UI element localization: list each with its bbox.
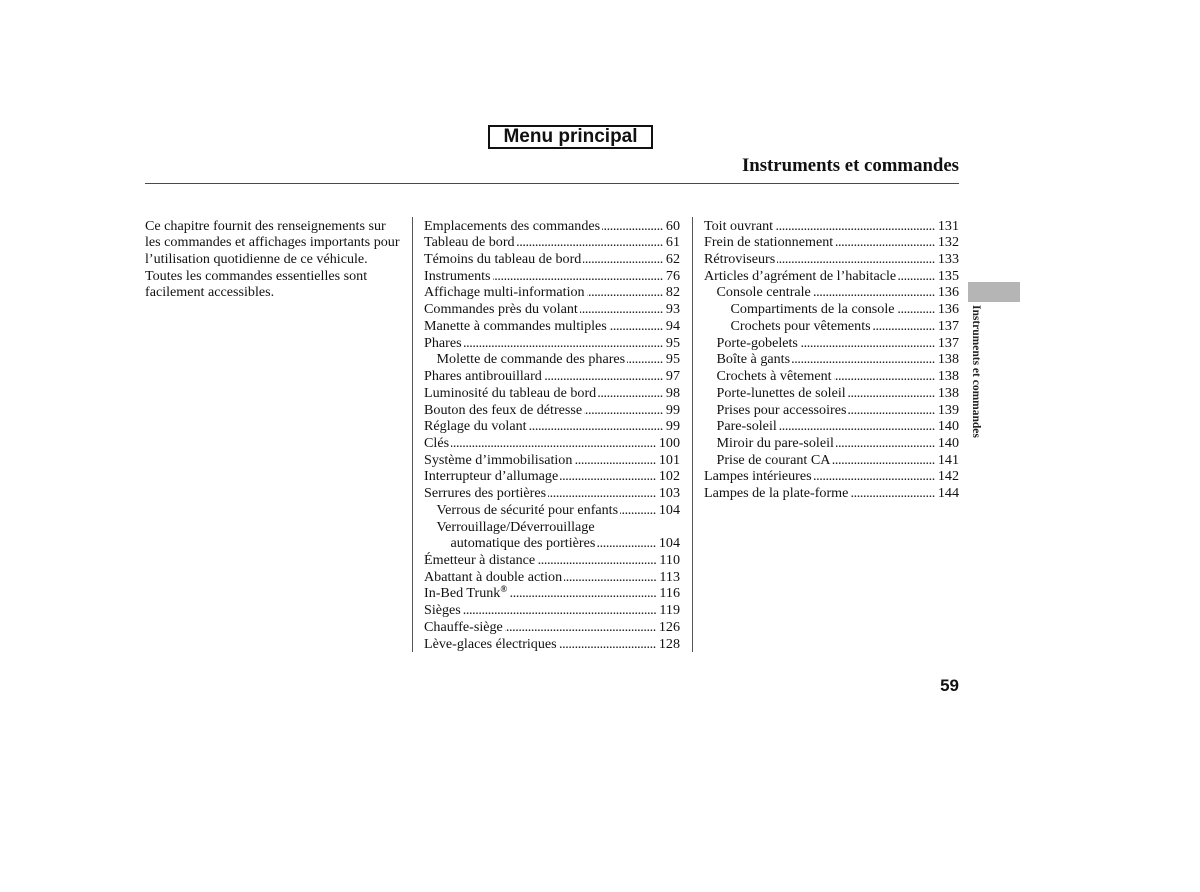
toc-entry-page: 142 (937, 468, 959, 485)
toc-entry-label: Lève-glaces électriques (424, 635, 557, 652)
toc-entry-page: 110 (659, 551, 680, 568)
toc-entry[interactable] (424, 502, 680, 519)
toc-entry-page: 138 (937, 384, 959, 401)
toc-entry-page: 104 (658, 501, 680, 518)
toc-entry-page: 140 (937, 434, 959, 451)
toc-dot-leader (609, 318, 663, 335)
toc-entry-page: 76 (665, 267, 680, 284)
toc-entry[interactable] (424, 218, 680, 235)
toc-entry-page: 102 (658, 468, 680, 485)
toc-entry-page: 100 (658, 434, 680, 451)
toc-entry-label: Réglage du volant (424, 418, 527, 435)
toc-entry-page: 139 (937, 401, 959, 418)
toc-entry[interactable] (704, 301, 959, 318)
toc-entry-label: Porte-lunettes de soleil (716, 384, 846, 401)
toc-entry-label: Affichage multi-information (424, 284, 585, 301)
toc-dot-leader (792, 351, 935, 368)
toc-entry-page: 135 (937, 267, 959, 284)
toc-entry[interactable] (424, 585, 680, 602)
toc-entry[interactable] (424, 452, 680, 469)
toc-entry-page: 141 (937, 451, 959, 468)
toc-entry[interactable] (704, 234, 959, 251)
toc-dot-leader (832, 452, 934, 469)
toc-entry[interactable] (424, 619, 680, 636)
toc-dot-leader (836, 435, 935, 452)
toc-dot-leader (493, 268, 663, 285)
toc-entry-label: Lampes de la plate-forme (704, 485, 849, 502)
toc-entry[interactable] (704, 351, 959, 368)
toc-dot-leader (548, 485, 656, 502)
toc-entry-label: Phares antibrouillard (424, 368, 542, 385)
toc-entry-page: 104 (658, 535, 680, 552)
toc-entry[interactable] (424, 318, 680, 335)
toc-dot-leader (529, 418, 663, 435)
toc-entry[interactable] (704, 218, 959, 235)
toc-entry-label: Phares (424, 334, 462, 351)
toc-entry-page: 94 (665, 317, 680, 334)
intro-line: Toutes les commandes essentielles sont (145, 267, 368, 284)
toc-entry-page: 98 (665, 384, 680, 401)
toc-entry-label: Clés (424, 434, 450, 451)
toc-entry[interactable] (704, 402, 959, 419)
toc-entry-label: Compartiments de la console (730, 301, 895, 318)
toc-entry-page: 99 (665, 401, 680, 418)
toc-entry[interactable] (704, 268, 959, 285)
toc-dot-leader (602, 218, 663, 235)
toc-entry-page: 95 (665, 351, 680, 368)
section-thumb-label: Instruments et commandes (970, 305, 982, 438)
toc-entry-label: Émetteur à distance (424, 551, 536, 568)
registered-mark: ® (500, 584, 508, 595)
toc-entry-page: 93 (665, 301, 680, 318)
toc-dot-leader (897, 301, 935, 318)
toc-column-right (704, 218, 959, 502)
toc-entry-label: Prise de courant CA (716, 451, 831, 468)
toc-entry-page: 126 (658, 618, 680, 635)
toc-dot-leader (537, 552, 656, 569)
toc-entry-label: Verrous de sécurité pour enfants (436, 501, 619, 518)
toc-entry-label: Manette à commandes multiples (424, 317, 607, 334)
toc-entry-label: In-Bed Trunk® (424, 584, 508, 602)
toc-dot-leader (517, 234, 663, 251)
toc-dot-leader (560, 468, 656, 485)
intro-line: Ce chapitre fournit des renseignements sur (145, 217, 386, 234)
header-rule (145, 183, 959, 184)
toc-dot-leader (598, 385, 663, 402)
toc-dot-leader (559, 636, 656, 653)
toc-dot-leader (898, 268, 935, 285)
section-title: Instruments et commandes (741, 155, 959, 176)
toc-dot-leader (584, 402, 663, 419)
toc-entry[interactable] (424, 569, 680, 586)
toc-entry-label: Pare-soleil (716, 418, 777, 435)
toc-entry-label: Verrouillage/Déverrouillage (436, 518, 595, 535)
toc-entry-label: Molette de commande des phares (436, 351, 626, 368)
toc-dot-leader (814, 468, 935, 485)
toc-column-middle (424, 218, 680, 653)
toc-entry-label: Luminosité du tableau de bord (424, 384, 597, 401)
toc-dot-leader (850, 485, 934, 502)
toc-entry-label: Rétroviseurs (704, 251, 776, 268)
toc-dot-leader (587, 284, 663, 301)
toc-dot-leader (509, 585, 656, 602)
toc-entry-label: Tableau de bord (424, 234, 515, 251)
toc-entry[interactable] (424, 535, 680, 552)
toc-entry-label: Instruments (424, 267, 491, 284)
toc-entry[interactable] (424, 284, 680, 301)
toc-entry[interactable] (424, 552, 680, 569)
toc-entry-label: Toit ouvrant (704, 217, 774, 234)
toc-dot-leader (777, 251, 935, 268)
toc-entry[interactable] (704, 485, 959, 502)
toc-dot-leader (583, 251, 663, 268)
toc-entry[interactable] (704, 452, 959, 469)
toc-dot-leader (464, 335, 663, 352)
toc-entry-page: 61 (665, 234, 680, 251)
toc-entry-page: 133 (937, 251, 959, 268)
toc-entry-label: Emplacements des commandes (424, 217, 601, 234)
toc-dot-leader (505, 619, 656, 636)
toc-entry-label: Témoins du tableau de bord (424, 251, 582, 268)
toc-entry[interactable] (424, 251, 680, 268)
intro-paragraph (145, 218, 407, 302)
toc-entry[interactable] (424, 368, 680, 385)
toc-entry-page: 60 (665, 217, 680, 234)
toc-entry[interactable] (704, 251, 959, 268)
toc-entry-label: automatique des portières (450, 535, 596, 552)
toc-dot-leader (779, 418, 935, 435)
toc-entry[interactable] (424, 268, 680, 285)
toc-dot-leader (627, 351, 663, 368)
toc-entry[interactable] (424, 385, 680, 402)
toc-entry-page: 138 (937, 351, 959, 368)
toc-entry[interactable] (424, 402, 680, 419)
toc-entry-continued[interactable] (424, 519, 680, 536)
toc-dot-leader (544, 368, 663, 385)
toc-entry[interactable] (424, 435, 680, 452)
intro-line: les commandes et affichages importants pour (145, 234, 400, 251)
column-divider-right (692, 217, 693, 652)
toc-entry[interactable] (424, 468, 680, 485)
menu-principal-button[interactable]: Menu principal (488, 125, 653, 149)
toc-entry[interactable] (424, 234, 680, 251)
toc-entry[interactable] (424, 351, 680, 368)
toc-entry-label: Porte-gobelets (716, 334, 798, 351)
page-number: 59 (940, 676, 959, 695)
toc-dot-leader (834, 368, 935, 385)
toc-entry-page: 101 (658, 451, 680, 468)
toc-dot-leader (848, 402, 934, 419)
toc-entry-page: 97 (665, 368, 680, 385)
toc-entry-label: Prises pour accessoires (716, 401, 847, 418)
toc-entry-label: Interrupteur d’allumage (424, 468, 559, 485)
toc-entry-label: Articles d’agrément de l’habitacle (704, 267, 897, 284)
intro-line: facilement accessibles. (145, 284, 275, 301)
toc-dot-leader (775, 218, 935, 235)
toc-entry-label: Commandes près du volant (424, 301, 578, 318)
toc-entry[interactable] (704, 335, 959, 352)
toc-entry[interactable] (424, 636, 680, 653)
toc-entry[interactable] (424, 301, 680, 318)
toc-dot-leader (848, 385, 935, 402)
toc-entry-page: 136 (937, 284, 959, 301)
toc-entry-page: 136 (937, 301, 959, 318)
toc-entry-label: Boîte à gants (716, 351, 791, 368)
toc-entry[interactable] (424, 602, 680, 619)
toc-entry[interactable] (704, 435, 959, 452)
toc-entry[interactable] (424, 418, 680, 435)
toc-entry-label: Système d’immobilisation (424, 451, 573, 468)
toc-entry-page: 82 (665, 284, 680, 301)
toc-dot-leader (813, 284, 935, 301)
toc-entry-page: 128 (658, 635, 680, 652)
toc-entry[interactable] (704, 418, 959, 435)
intro-line: l’utilisation quotidienne de ce véhicule. (145, 251, 368, 268)
toc-dot-leader (574, 452, 655, 469)
toc-entry-page: 131 (937, 217, 959, 234)
toc-dot-leader (463, 602, 657, 619)
toc-entry[interactable] (704, 385, 959, 402)
toc-dot-leader (835, 234, 935, 251)
toc-dot-leader (580, 301, 663, 318)
toc-entry-label: Bouton des feux de détresse (424, 401, 583, 418)
toc-entry-page: 137 (937, 334, 959, 351)
toc-entry-page: 103 (658, 485, 680, 502)
toc-entry-label: Console centrale (716, 284, 811, 301)
toc-entry-page: 62 (665, 251, 680, 268)
toc-entry-page: 137 (937, 317, 959, 334)
toc-entry[interactable] (424, 485, 680, 502)
toc-entry-page: 116 (659, 585, 680, 602)
toc-entry-label: Lampes intérieures (704, 468, 812, 485)
toc-entry-page: 99 (665, 418, 680, 435)
toc-entry-page: 144 (937, 485, 959, 502)
toc-entry-label: Crochets pour vêtements (730, 317, 871, 334)
toc-dot-leader (597, 535, 656, 552)
toc-entry-label: Chauffe-siège (424, 618, 503, 635)
toc-entry-page: 138 (937, 368, 959, 385)
toc-entry-label: Abattant à double action (424, 568, 563, 585)
section-thumb-tab (968, 282, 1020, 302)
toc-entry-label: Miroir du pare-soleil (716, 434, 834, 451)
toc-entry-label: Sièges (424, 602, 461, 619)
toc-entry[interactable] (704, 318, 959, 335)
toc-dot-leader (564, 569, 656, 586)
toc-entry-page: 113 (659, 568, 680, 585)
toc-entry[interactable] (424, 335, 680, 352)
toc-entry[interactable] (704, 284, 959, 301)
toc-dot-leader (451, 435, 656, 452)
toc-entry-page: 132 (937, 234, 959, 251)
toc-entry[interactable] (704, 468, 959, 485)
toc-entry-page: 95 (665, 334, 680, 351)
toc-entry-label: Frein de stationnement (704, 234, 834, 251)
toc-entry[interactable] (704, 368, 959, 385)
toc-entry-label: Crochets à vêtement (716, 368, 832, 385)
toc-dot-leader (873, 318, 935, 335)
toc-dot-leader (800, 335, 935, 352)
column-divider-left (412, 217, 413, 652)
toc-entry-page: 119 (659, 602, 680, 619)
toc-entry-page: 140 (937, 418, 959, 435)
toc-dot-leader (620, 502, 656, 519)
toc-entry-label: Serrures des portières (424, 485, 547, 502)
